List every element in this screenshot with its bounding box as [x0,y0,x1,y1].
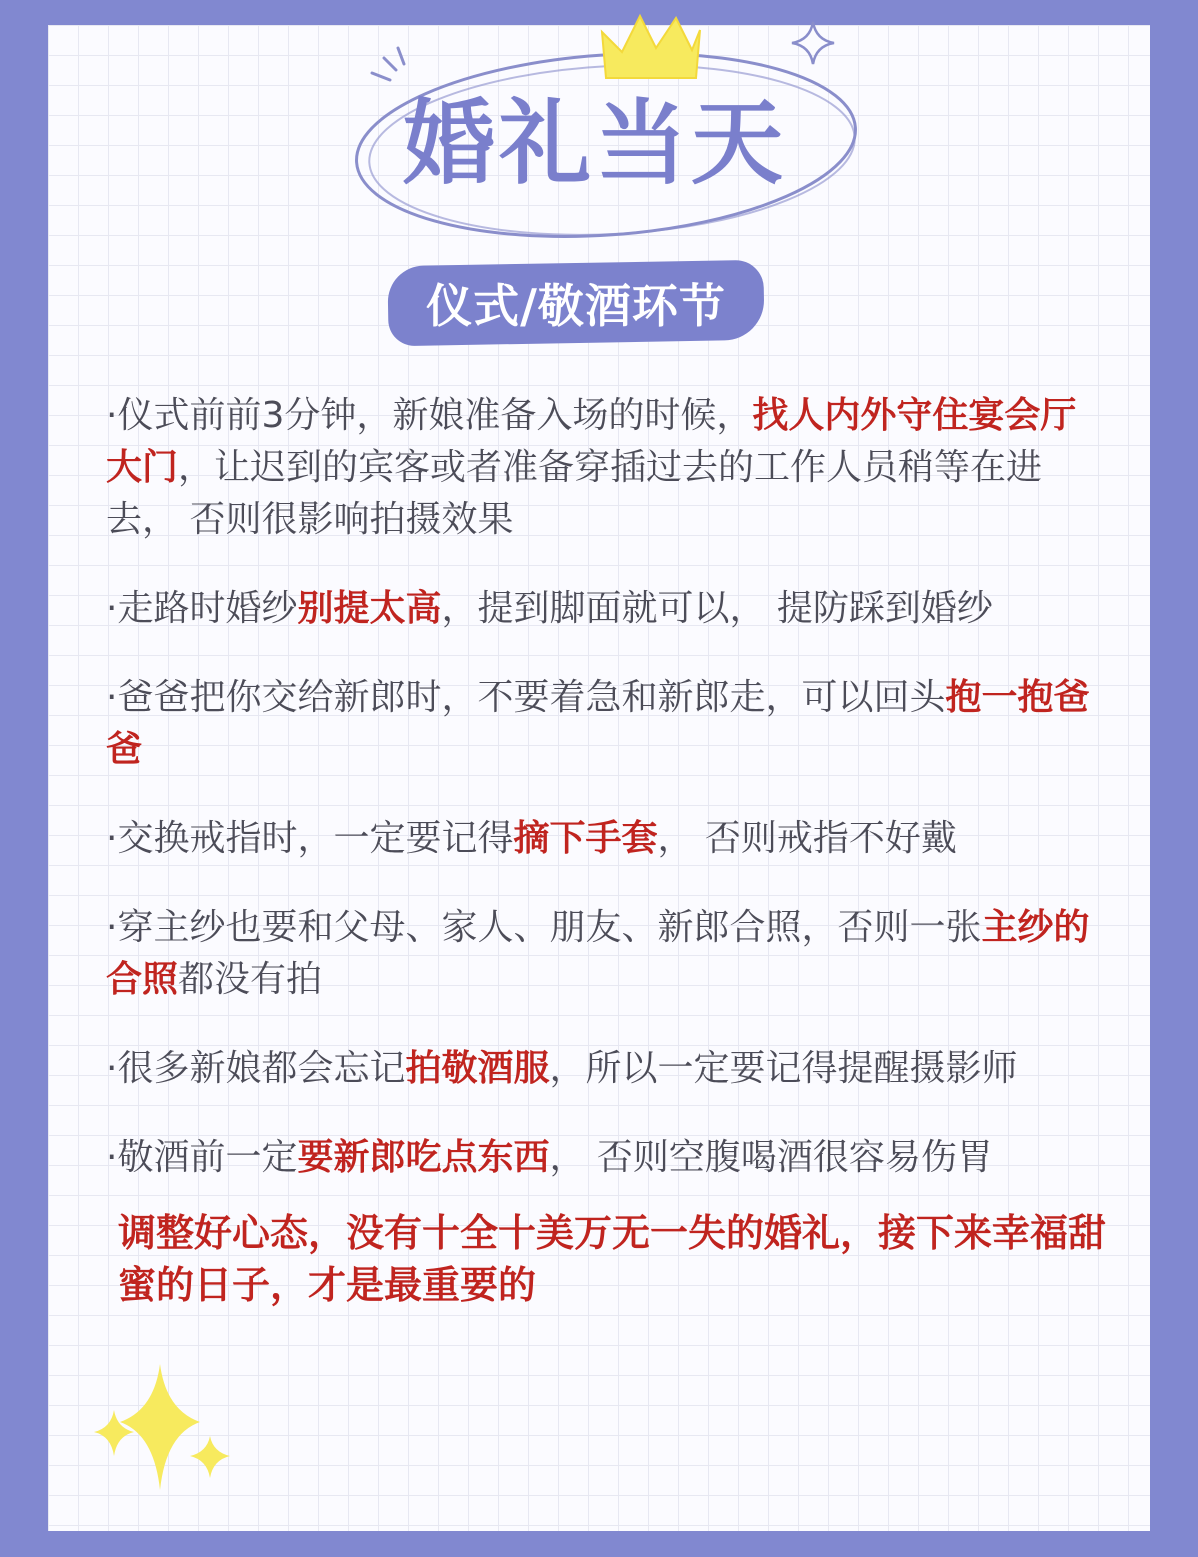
tip-item: ·很多新娘都会忘记拍敬酒服，所以一定要记得提醒摄影师 [106,1048,1018,1089]
closing-note: 调整好心态，没有十全十美万无一失的婚礼，接下来幸福甜蜜的日子，才是最重要的 [118,1211,1107,1307]
sparkle-icon [790,20,836,66]
tip-item: ·交换戒指时，一定要记得摘下手套， 否则戒指不好戴 [106,818,957,859]
tip-item: ·仪式前前3分钟，新娘准备入场的时候，找人内外守住宴会厅大门，让迟到的宾客或者准备穿插过去的工作人员稍等在进去， 否则很影响拍摄效果 [106,395,1077,540]
tip-item: ·走路时婚纱别提太高，提到脚面就可以， 提防踩到婚纱 [106,588,993,629]
page-title: 婚礼当天 [402,90,787,197]
star-cluster-icon [90,1360,240,1500]
tips-list [106,390,1106,1221]
tip-item: ·敬酒前一定要新郎吃点东西， 否则空腹喝酒很容易伤胃 [106,1137,993,1178]
tip-item: ·爸爸把你交给新郎时，不要着急和新郎走，可以回头抱一抱爸爸 [106,677,1090,770]
tip-item: ·穿主纱也要和父母、家人、朋友、新郎合照，否则一张主纱的合照都没有拍 [106,907,1090,1000]
section-subtitle: 仪式/敬酒环节 [426,279,726,333]
